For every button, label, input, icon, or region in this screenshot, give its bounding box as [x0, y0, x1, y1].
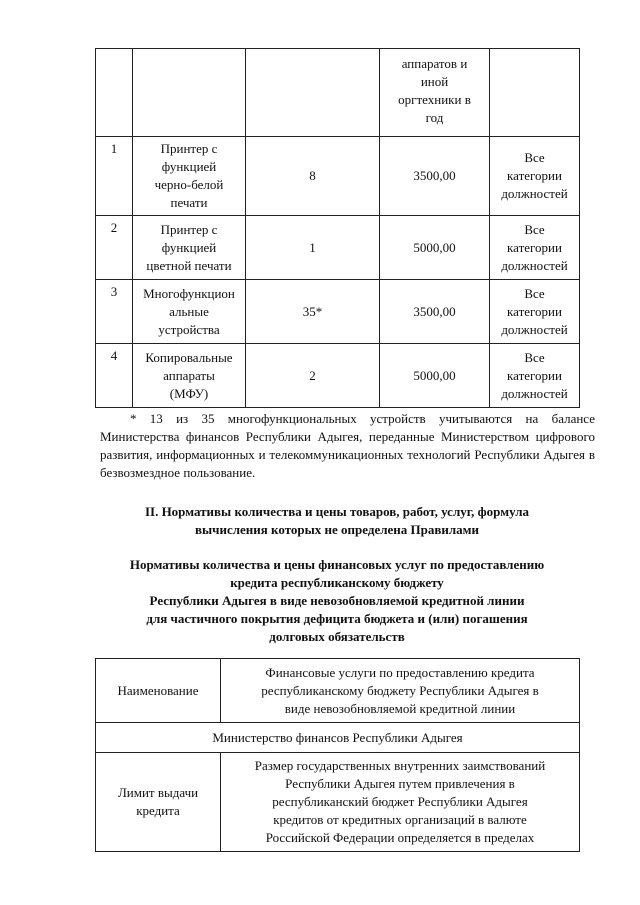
financial-services-table [95, 658, 580, 852]
item-name: Многофункцион альные устройства [133, 280, 246, 344]
table-row [96, 137, 580, 216]
item-name: Принтер с функцией черно-белой печати [133, 137, 246, 216]
table-cell [490, 49, 580, 137]
table-header-row [96, 659, 580, 723]
subsection-title: Нормативы количества и цены финансовых услуг по предоставлению кредита республиканскому бюджету Республики Адыгея в виде невозобновляемой кредитной линии для частичного покрытия дефицита бюджета и (или) погашения долговых обязательств [129, 557, 545, 644]
table-cell [133, 49, 246, 137]
row-number: 4 [96, 344, 133, 408]
row-number: 2 [96, 216, 133, 280]
ministry-row: Министерство финансов Республики Адыгея [96, 723, 580, 753]
table-header-row [96, 49, 580, 137]
item-category: Все категории должностей [490, 280, 580, 344]
table-row [96, 723, 580, 753]
item-quantity: 1 [246, 216, 380, 280]
limit-value: Размер государственных внутренних заимствований Республики Адыгея путем привлечения в республиканский бюджет Республики Адыгея кредитов от кредитных организаций в валюте Российской Федерации определяется в пределах [221, 753, 580, 852]
limit-label: Лимит выдачи кредита [96, 753, 221, 852]
table-row [96, 344, 580, 408]
item-quantity: 35* [246, 280, 380, 344]
item-name: Принтер с функцией цветной печати [133, 216, 246, 280]
item-price: 3500,00 [380, 137, 490, 216]
section-title: II. Нормативы количества и цены товаров, работ, услуг, формула вычисления которых не определена Правилами [144, 504, 530, 537]
item-category: Все категории должностей [490, 344, 580, 408]
table-cell [96, 49, 133, 137]
row-number: 3 [96, 280, 133, 344]
table-row [96, 753, 580, 852]
item-category: Все категории должностей [490, 137, 580, 216]
item-category: Все категории должностей [490, 216, 580, 280]
header-label: Наименование [96, 659, 221, 723]
item-quantity: 2 [246, 344, 380, 408]
item-quantity: 8 [246, 137, 380, 216]
table-row [96, 216, 580, 280]
header-value: Финансовые услуги по предоставлению кредита республиканскому бюджету Республики Адыгея в виде невозобновляемой кредитной линии [221, 659, 580, 723]
price-header-tail: аппаратов и иной оргтехники в год [380, 49, 490, 137]
table-row [96, 280, 580, 344]
table-cell [246, 49, 380, 137]
row-number: 1 [96, 137, 133, 216]
item-price: 3500,00 [380, 280, 490, 344]
footnote: * 13 из 35 многофункциональных устройств учитываются на балансе Министерства финансов Республики Адыгея, переданные Министерством цифрового развития, информационных и телекоммуникационных технологий Республики Адыгея в безвозмездное пользование. [100, 411, 595, 480]
item-price: 5000,00 [380, 216, 490, 280]
equipment-norms-table [95, 48, 580, 408]
item-name: Копировальные аппараты (МФУ) [133, 344, 246, 408]
item-price: 5000,00 [380, 344, 490, 408]
